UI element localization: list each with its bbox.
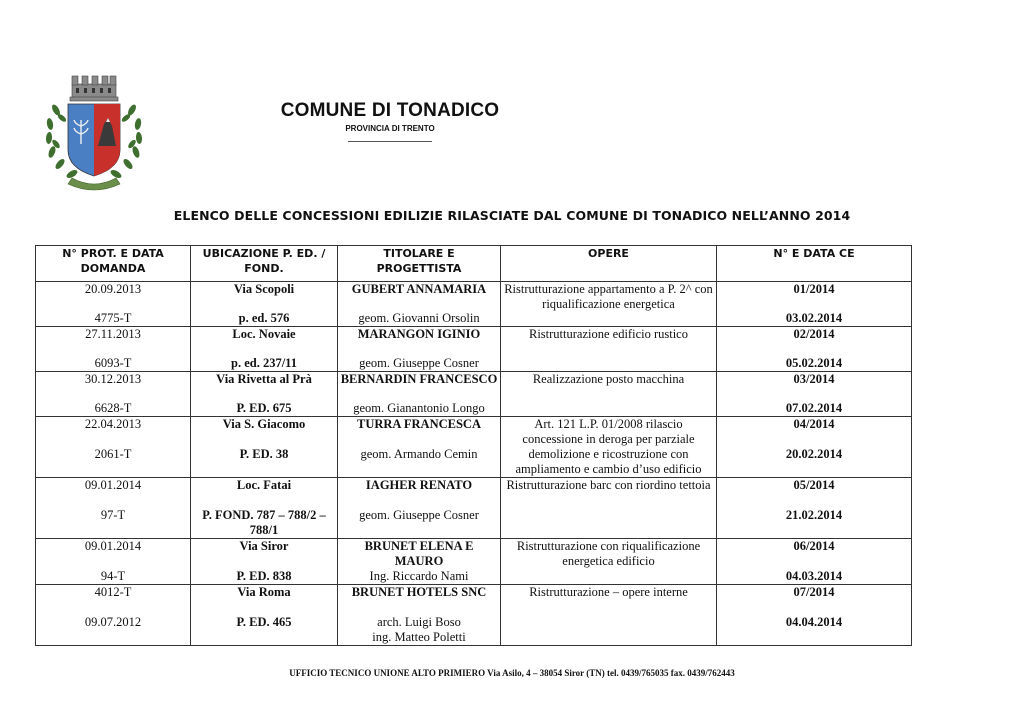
designer: geom. Gianantonio Longo bbox=[353, 401, 485, 415]
table-row bbox=[36, 282, 912, 327]
cell-opere: Ristrutturazione barc con riordino tettoia bbox=[501, 478, 717, 539]
column-header-ce: N° E DATA CE bbox=[717, 246, 912, 282]
cell-opere: Ristrutturazione – opere interne bbox=[501, 585, 717, 646]
ce-number: 05/2014 bbox=[793, 478, 835, 492]
cell-ubicazione bbox=[191, 417, 338, 478]
prot-number: 4012-T bbox=[94, 585, 132, 599]
cell-prot bbox=[36, 282, 191, 327]
cell-titolare bbox=[338, 417, 501, 478]
footer-address: UFFICIO TECNICO UNIONE ALTO PRIMIERO Via Asilo, 4 – 38054 Siror (TN) tel. 0439/765035 fax. 0439/762443 bbox=[289, 668, 735, 678]
ce-number: 03/2014 bbox=[793, 372, 835, 386]
parcel: p. ed. 576 bbox=[238, 311, 290, 325]
owner: GUBERT ANNAMARIA bbox=[351, 282, 487, 296]
prot-date: 27.11.2013 bbox=[85, 327, 141, 341]
prot-number: 94-T bbox=[100, 569, 126, 583]
cell-titolare bbox=[338, 282, 501, 327]
cell-ubicazione bbox=[191, 282, 338, 327]
cell-prot bbox=[36, 539, 191, 585]
cell-ce bbox=[717, 417, 912, 478]
letterhead bbox=[260, 100, 520, 142]
cell-titolare bbox=[338, 372, 501, 417]
ce-number: 01/2014 bbox=[793, 282, 835, 296]
ce-date: 05.02.2014 bbox=[785, 356, 843, 370]
prot-date: 20.09.2013 bbox=[84, 282, 142, 296]
prot-number: 6628-T bbox=[94, 401, 132, 415]
cell-titolare bbox=[338, 585, 501, 646]
prot-number: 4775-T bbox=[94, 311, 132, 325]
municipality-name: COMUNE DI TONADICO bbox=[280, 100, 500, 121]
owner: BRUNET ELENA E MAURO bbox=[364, 539, 474, 568]
cell-ce bbox=[717, 478, 912, 539]
ce-date: 21.02.2014 bbox=[785, 508, 843, 522]
cell-ce bbox=[717, 372, 912, 417]
ce-date: 04.03.2014 bbox=[785, 569, 843, 583]
prot-date: 22.04.2013 bbox=[84, 417, 142, 431]
parcel: P. ED. 838 bbox=[236, 569, 292, 583]
parcel: p. ed. 237/11 bbox=[231, 356, 297, 370]
designer: geom. Giuseppe Cosner bbox=[359, 356, 479, 370]
cell-opere: Ristrutturazione con riqualificazione energetica edificio bbox=[501, 539, 717, 585]
table-row bbox=[36, 417, 912, 478]
cell-ubicazione bbox=[191, 327, 338, 372]
column-header-titolare: TITOLARE E PROGETTISTA bbox=[338, 246, 501, 282]
parcel: P. ED. 38 bbox=[239, 447, 289, 461]
owner: MARANGON IGINIO bbox=[357, 327, 481, 341]
location: Via Scopoli bbox=[233, 282, 295, 296]
cell-ce bbox=[717, 327, 912, 372]
location: Loc. Novaie bbox=[232, 327, 296, 341]
cell-prot bbox=[36, 478, 191, 539]
table-row bbox=[36, 372, 912, 417]
cell-titolare bbox=[338, 327, 501, 372]
owner: IAGHER RENATO bbox=[365, 478, 473, 492]
parcel: P. FOND. 787 – 788/2 – 788/1 bbox=[202, 508, 326, 537]
location: Loc. Fatai bbox=[236, 478, 292, 492]
concessions-table bbox=[35, 245, 912, 646]
owner: BERNARDIN FRANCESCO bbox=[340, 372, 498, 386]
designer: ing. Matteo Poletti bbox=[372, 630, 466, 644]
ce-number: 07/2014 bbox=[793, 585, 835, 599]
designer: Ing. Riccardo Nami bbox=[369, 569, 469, 583]
cell-opere: Ristrutturazione edificio rustico bbox=[501, 327, 717, 372]
table-header-row bbox=[36, 246, 912, 282]
location: Via S. Giacomo bbox=[222, 417, 306, 431]
ce-number: 04/2014 bbox=[793, 417, 835, 431]
parcel: P. ED. 465 bbox=[236, 615, 292, 629]
column-header-opere: OPERE bbox=[501, 246, 717, 282]
cell-ubicazione bbox=[191, 539, 338, 585]
cell-ce bbox=[717, 539, 912, 585]
prot-number: 97-T bbox=[100, 508, 126, 522]
header-divider bbox=[348, 141, 432, 142]
cell-opere: Art. 121 L.P. 01/2008 rilascio concessione in deroga per parziale demolizione e ricostruzione con ampliamento e cambio d’uso edificio bbox=[501, 417, 717, 478]
ce-number: 02/2014 bbox=[793, 327, 835, 341]
table-row bbox=[36, 585, 912, 646]
prot-date: 09.01.2014 bbox=[84, 478, 142, 492]
cell-ubicazione bbox=[191, 372, 338, 417]
location: Via Roma bbox=[237, 585, 291, 599]
owner: BRUNET HOTELS SNC bbox=[351, 585, 487, 599]
prot-date: 09.01.2014 bbox=[84, 539, 142, 553]
ce-date: 07.02.2014 bbox=[785, 401, 843, 415]
owner: TURRA FRANCESCA bbox=[357, 417, 481, 431]
cell-prot bbox=[36, 372, 191, 417]
cell-ce bbox=[717, 282, 912, 327]
cell-prot bbox=[36, 417, 191, 478]
cell-prot bbox=[36, 327, 191, 372]
table-row bbox=[36, 327, 912, 372]
designer: geom. Giuseppe Cosner bbox=[359, 508, 479, 522]
column-header-prot: N° PROT. E DATA DOMANDA bbox=[36, 246, 191, 282]
designer: geom. Giovanni Orsolin bbox=[358, 311, 480, 325]
table-row bbox=[36, 478, 912, 539]
location: Via Rivetta al Prà bbox=[216, 372, 312, 386]
table-row bbox=[36, 539, 912, 585]
cell-ce bbox=[717, 585, 912, 646]
coat-of-arms-icon bbox=[42, 72, 146, 194]
ce-number: 06/2014 bbox=[793, 539, 835, 553]
document-title: ELENCO DELLE CONCESSIONI EDILIZIE RILASCIATE DAL COMUNE DI TONADICO NELL’ANNO 2014 bbox=[173, 208, 851, 223]
ce-date: 03.02.2014 bbox=[785, 311, 843, 325]
cell-ubicazione bbox=[191, 478, 338, 539]
cell-opere: Ristrutturazione appartamento a P. 2^ con riqualificazione energetica bbox=[501, 282, 717, 327]
parcel: P. ED. 675 bbox=[236, 401, 292, 415]
location: Via Siror bbox=[239, 539, 289, 553]
prot-number: 6093-T bbox=[94, 356, 132, 370]
ce-date: 04.04.2014 bbox=[785, 615, 843, 629]
prot-date: 30.12.2013 bbox=[84, 372, 142, 386]
designer: geom. Armando Cemin bbox=[360, 447, 478, 461]
column-header-ubicazione: UBICAZIONE P. ED. / FOND. bbox=[191, 246, 338, 282]
cell-opere: Realizzazione posto macchina bbox=[501, 372, 717, 417]
ce-date: 20.02.2014 bbox=[785, 447, 843, 461]
cell-titolare bbox=[338, 539, 501, 585]
cell-titolare bbox=[338, 478, 501, 539]
cell-prot bbox=[36, 585, 191, 646]
prot-number: 2061-T bbox=[94, 447, 132, 461]
designers bbox=[340, 615, 498, 645]
designer: arch. Luigi Boso bbox=[377, 615, 461, 629]
cell-ubicazione bbox=[191, 585, 338, 646]
province-name: PROVINCIA DI TRENTO bbox=[345, 124, 435, 133]
prot-date: 09.07.2012 bbox=[84, 615, 142, 629]
